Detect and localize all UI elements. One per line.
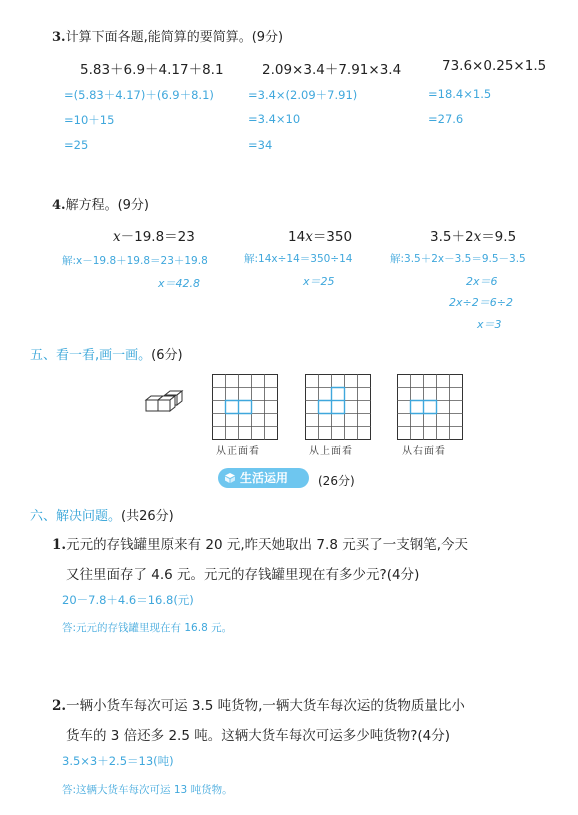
q4-heading — [52, 194, 149, 213]
q3-col3-step1: =18.4×1.5 — [428, 87, 492, 101]
q4-sol1-line2: x＝42.8 — [158, 277, 201, 290]
grid-front-view — [212, 374, 278, 440]
q3-title: 计算下面各题,能简算的要简算。(9分) — [65, 30, 284, 45]
life-application-badge — [218, 468, 309, 488]
problem-1-calculation: 20－7.8＋4.6＝16.8(元) — [62, 593, 194, 607]
section-6-points: (共26分) — [121, 509, 174, 524]
grid-top-view — [305, 374, 371, 440]
q4-title: 解方程。(9分) — [65, 198, 149, 213]
cube-icon — [225, 473, 235, 483]
q3-col1-step3: =25 — [64, 138, 89, 152]
q3-col2-step2: =3.4×10 — [248, 112, 301, 126]
q3-col2-step3: =34 — [248, 138, 273, 152]
life-application-points: (26分) — [318, 474, 355, 488]
problem-2-answer: 答:这辆大货车每次可运 13 吨货物。 — [62, 784, 233, 796]
problem-1-line2: 又往里面存了 4.6 元。元元的存钱罐里现在有多少元?(4分) — [66, 567, 420, 583]
problem-2-line2: 货车的 3 倍还多 2.5 吨。这辆大货车每次可运多少吨货物?(4分) — [66, 728, 451, 744]
q3-expr-3: 73.6×0.25×1.5 — [442, 58, 547, 74]
q4-sol3-line2: 2x＝6 — [466, 275, 498, 288]
problem-2-calculation: 3.5×3＋2.5＝13(吨) — [62, 754, 174, 768]
problem-1-answer: 答:元元的存钱罐里现在有 16.8 元。 — [62, 622, 233, 634]
q3-col1-step1: =(5.83＋4.17)＋(6.9＋8.1) — [64, 88, 214, 102]
q4-number: 4. — [52, 198, 66, 213]
section-5-heading — [30, 344, 183, 363]
q3-number: 3. — [52, 30, 66, 45]
q3-expr-2: 2.09×3.4＋7.91×3.4 — [262, 62, 402, 78]
q3-expr-1: 5.83＋6.9＋4.17＋8.1 — [80, 62, 224, 78]
section-6-heading — [30, 505, 174, 524]
q3-heading — [52, 26, 283, 45]
caption-top-view: 从上面看 — [309, 446, 353, 457]
q4-sol2-line2: x＝25 — [303, 275, 335, 288]
q3-col2-step1: =3.4×(2.09＋7.91) — [248, 88, 358, 102]
section-6-title: 六、解决问题。 — [30, 509, 122, 524]
life-application-label: 生活运用 — [240, 471, 289, 485]
problem-1-number: 1. — [52, 537, 67, 553]
q4-equation-2: 14x＝350 — [288, 229, 353, 245]
problem-2-number: 2. — [52, 698, 67, 714]
grid-right-view — [397, 374, 463, 440]
q3-col1-step2: =10＋15 — [64, 113, 115, 127]
caption-right-view: 从右面看 — [402, 446, 446, 457]
section-5-title: 五、看一看,画一画。 — [30, 348, 152, 363]
cube-stack-figure — [140, 388, 190, 416]
q4-sol1-line1: 解:x－19.8＋19.8＝23＋19.8 — [62, 255, 208, 267]
problem-1-line1: 1.元元的存钱罐里原来有 20 元,昨天她取出 7.8 元买了一支钢笔,今天 — [52, 537, 468, 553]
caption-front-view: 从正面看 — [216, 446, 260, 457]
q4-equation-3: 3.5＋2x＝9.5 — [430, 229, 517, 245]
q4-sol3-line4: x＝3 — [477, 318, 502, 331]
problem-2-line1: 2.一辆小货车每次可运 3.5 吨货物,一辆大货车每次运的货物质量比小 — [52, 698, 465, 714]
q4-sol3-line1: 解:3.5＋2x－3.5＝9.5－3.5 — [390, 253, 526, 265]
q4-sol3-line3: 2x÷2＝6÷2 — [449, 296, 513, 309]
q4-equation-1: x－19.8＝23 — [113, 229, 195, 245]
section-5-points: (6分) — [151, 348, 183, 363]
q3-col3-step2: =27.6 — [428, 112, 464, 126]
q4-sol2-line1: 解:14x÷14＝350÷14 — [244, 253, 353, 265]
